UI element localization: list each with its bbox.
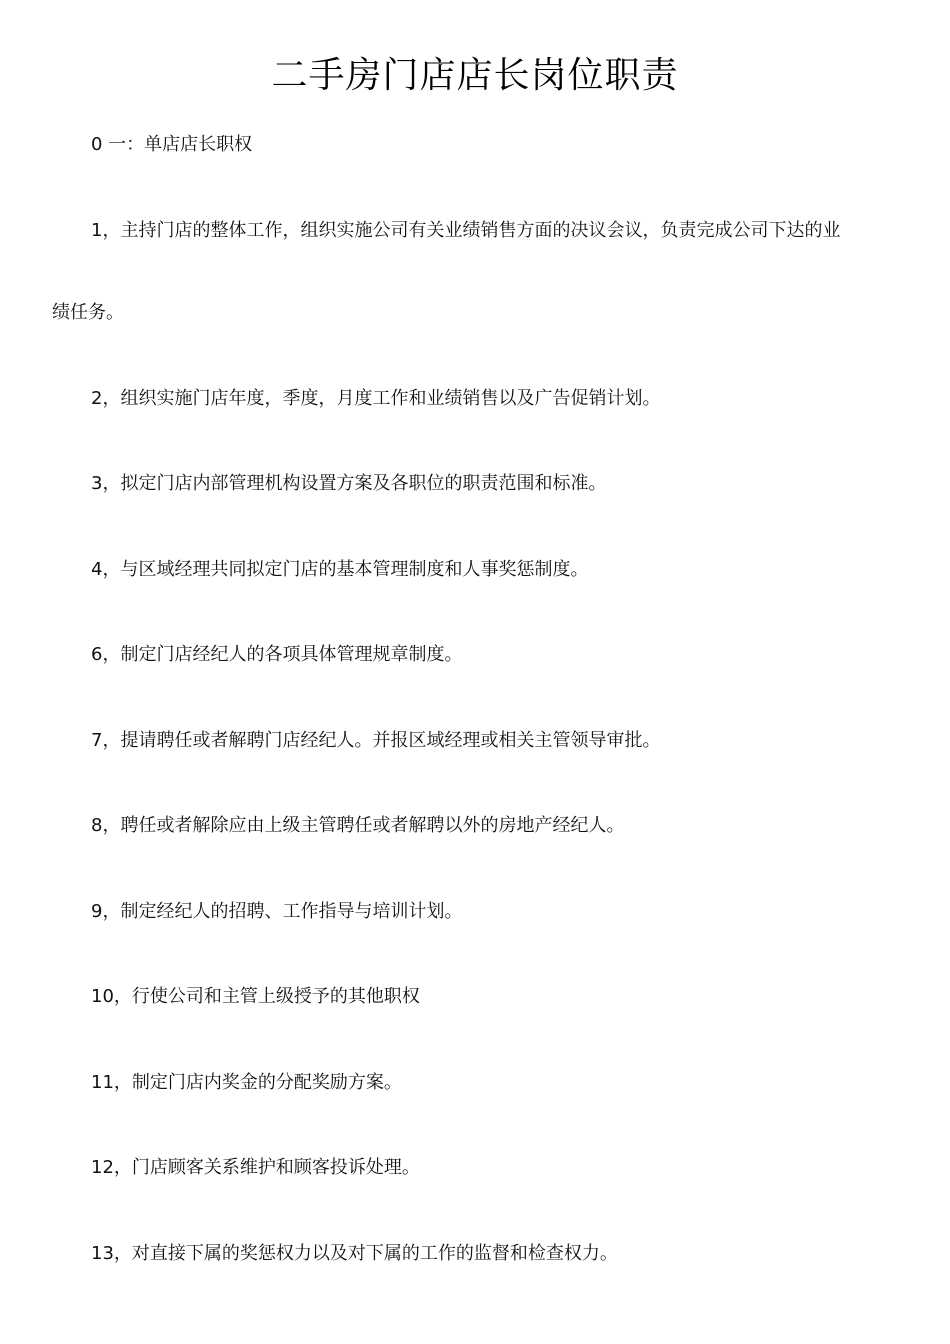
duty-item-10: 10，行使公司和主管上级授予的其他职权 [91, 986, 420, 1007]
duty-item-7: 7，提请聘任或者解聘门店经纪人。并报区域经理或相关主管领导审批。 [91, 730, 661, 751]
duty-item-12: 12，门店顾客关系维护和顾客投诉处理。 [91, 1157, 420, 1178]
duty-item-11: 11，制定门店内奖金的分配奖励方案。 [91, 1072, 402, 1093]
duty-item-4: 4，与区域经理共同拟定门店的基本管理制度和人事奖惩制度。 [91, 559, 589, 580]
duty-item-1-continued: 绩任务。 [52, 302, 124, 323]
duty-item-6: 6，制定门店经纪人的各项具体管理规章制度。 [91, 644, 463, 665]
duty-item-2: 2，组织实施门店年度，季度，月度工作和业绩销售以及广告促销计划。 [91, 388, 661, 409]
duty-item-1: 1，主持门店的整体工作，组织实施公司有关业绩销售方面的决议会议，负责完成公司下达的业 [91, 220, 841, 241]
section-heading: 0 一：单店店长职权 [91, 134, 253, 155]
duty-item-13: 13，对直接下属的奖惩权力以及对下属的工作的监督和检查权力。 [91, 1243, 618, 1264]
duty-item-9: 9，制定经纪人的招聘、工作指导与培训计划。 [91, 901, 463, 922]
duty-item-3: 3，拟定门店内部管理机构设置方案及各职位的职责范围和标准。 [91, 473, 607, 494]
page-title: 二手房门店店长岗位职责 [271, 55, 679, 96]
duty-item-8: 8，聘任或者解除应由上级主管聘任或者解聘以外的房地产经纪人。 [91, 815, 625, 836]
